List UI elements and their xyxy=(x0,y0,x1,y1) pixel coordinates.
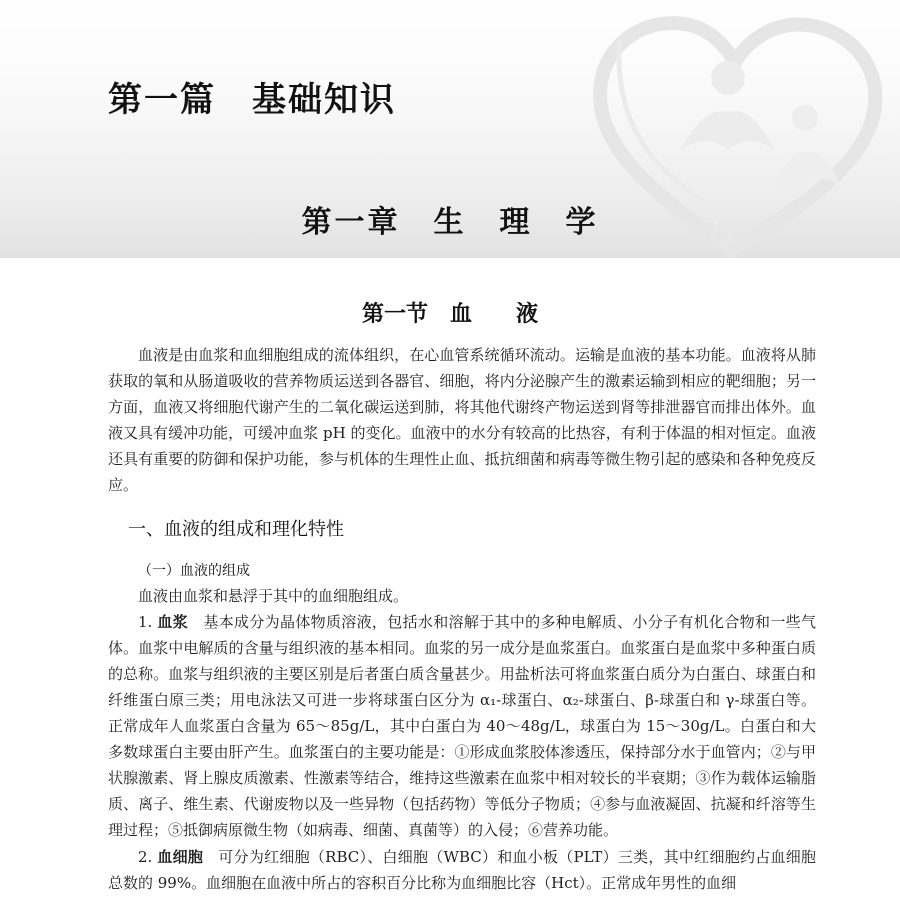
blood-cells-text: 可分为红细胞（RBC）、白细胞（WBC）和血小板（PLT）三类，其中红细胞约占血细胞总数的 99%。血细胞在血液中所占的容积百分比称为血细胞比容（Hct）。正常成年男性的血细 xyxy=(108,847,816,892)
blood-cells-number: 2. xyxy=(138,847,158,866)
composition-paragraph: 血液由血浆和悬浮于其中的血细胞组成。 xyxy=(138,586,409,605)
chapter-title: 第一章 生 理 学 xyxy=(301,205,599,240)
subheading-blood-composition: （一）血液的组成 xyxy=(138,562,250,579)
plasma-text: 基本成分为晶体物质溶液，包括水和溶解于其中的多种电解质、小分子有机化合物和一些气体。血浆中电解质的含量与组织液的基本相同。血浆的另一成分是血浆蛋白。血浆蛋白是血浆中多种蛋白质的总称。血浆与组织液的主要区别是后者蛋白质含量甚少。用盐析法可将血浆蛋白质分为白蛋白、球蛋白和纤维蛋白原三类；用电泳法又可进一步将球蛋白区分为 α₁-球蛋白、α₂-球蛋白、β-球蛋白和 γ-球蛋白等。正常成年人血浆蛋白含量为 65～85g/L，其中白蛋白为 40～48g/L，球蛋白为 15～30g/L。白蛋白和大多数球蛋白主要由肝产生。血浆蛋白的主要功能是：①形成血浆胶体渗透压，保持部分水于血管内；②与甲状腺激素、肾上腺皮质激素、性激素等结合，维持这些激素在血浆中相对较长的半衰期；③作为载体运输脂质、离子、维生素、代谢废物以及一些异物（包括药物）等低分子物质；④参与血液凝固、抗凝和纤溶等生理过程；⑤抵御病原微生物（如病毒、细菌、真菌等）的入侵；⑥营养功能。 xyxy=(108,612,816,840)
header-banner xyxy=(0,0,900,258)
intro-paragraph: 血液是由血浆和血细胞组成的流体组织，在心血管系统循环流动。运输是血液的基本功能。血液将从肺获取的氧和从肠道吸收的营养物质运送到各器官、细胞，将内分泌腺产生的激素运输到相应的靶细胞；另一方面，血液又将细胞代谢产生的二氧化碳运送到肺，将其他代谢终产物运送到肾等排泄器官而排出体外。血液又具有缓冲功能，可缓冲血浆 pH 的变化。血液中的水分有较高的比热容，有利于体温的相对恒定。血液还具有重要的防御和保护功能，参与机体的生理性止血、抵抗细菌和病毒等微生物引起的感染和各种免疫反应。 xyxy=(108,346,816,495)
section-title: 第一节 血 液 xyxy=(361,301,538,327)
body-text xyxy=(108,342,816,896)
plasma-term: 血浆 xyxy=(157,612,189,631)
part-title: 第一篇 基础知识 xyxy=(108,80,396,120)
plasma-number: 1. xyxy=(138,612,158,631)
blood-cells-paragraph xyxy=(108,844,816,896)
plasma-paragraph xyxy=(108,609,816,844)
heading-blood-composition-properties: 一、血液的组成和理化特性 xyxy=(128,518,344,540)
blood-cells-term: 血细胞 xyxy=(157,847,204,866)
